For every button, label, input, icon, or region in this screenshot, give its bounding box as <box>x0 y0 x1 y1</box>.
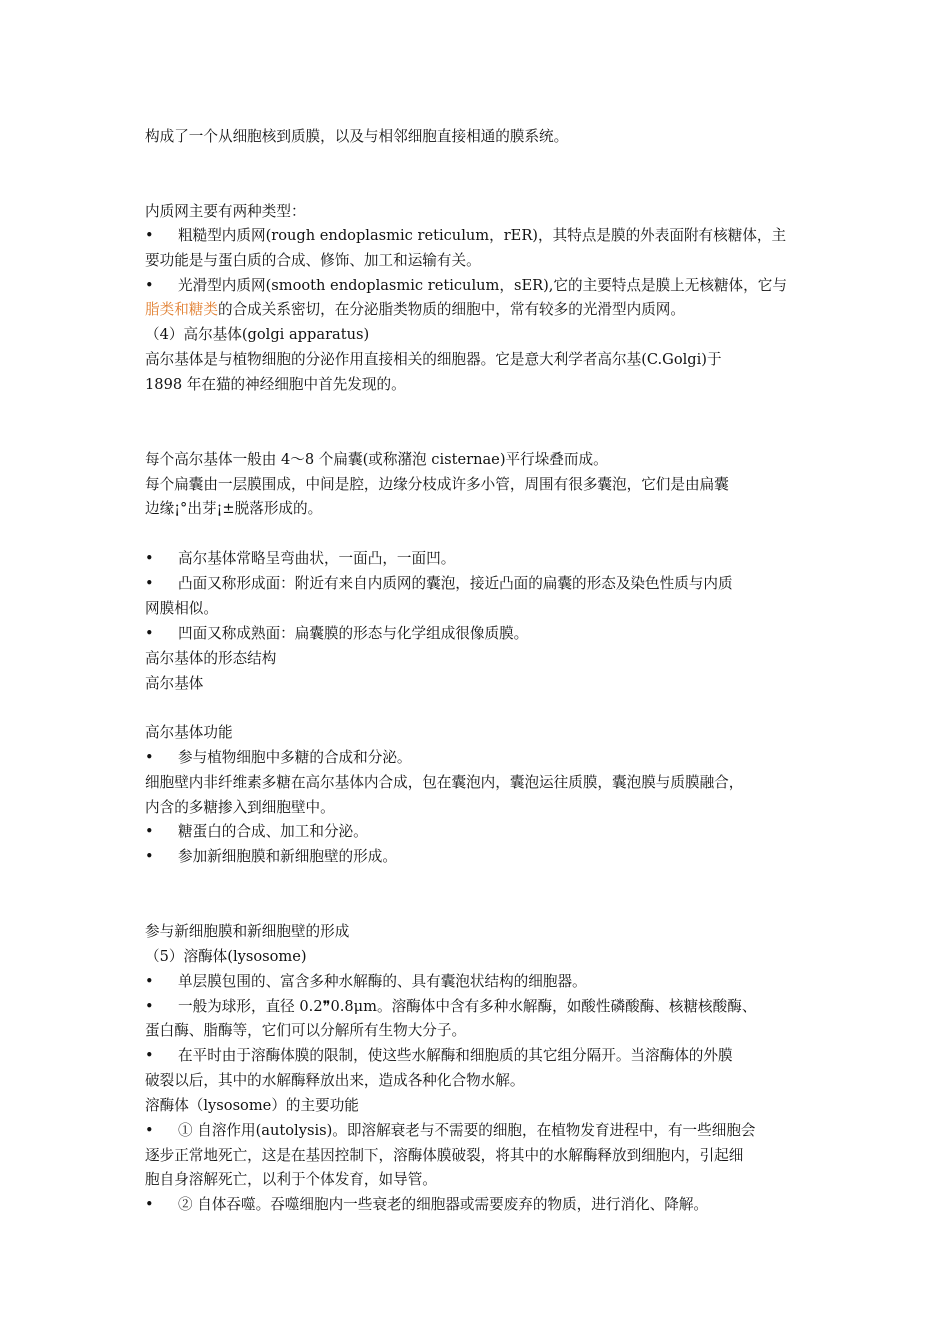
paragraph-line: 每个扁囊由一层膜围成，中间是腔，边缘分枝成许多小管，周围有很多囊泡，它们是由扁囊 <box>145 476 729 493</box>
bullet-marker: • <box>145 1047 154 1064</box>
bullet-item-text: ① 自溶作用(autolysis)。即溶解衰老与不需要的细胞，在植物发育进程中，有一些细胞会 <box>178 1122 756 1139</box>
section-heading: 高尔基体功能 <box>145 724 233 741</box>
bullet-marker: • <box>145 575 154 592</box>
paragraph-line: 内含的多糖掺入到细胞壁中。 <box>145 799 335 816</box>
bullet-marker: • <box>145 550 154 567</box>
bullet-item-text: 凸面又称形成面：附近有来自内质网的囊泡，接近凸面的扁囊的形态及染色性质与内质 <box>178 575 733 592</box>
bullet-marker: • <box>145 973 154 990</box>
paragraph-line: 内质网主要有两种类型： <box>145 203 306 220</box>
bullet-item-text: 凹面又称成熟面：扁囊膜的形态与化学组成很像质膜。 <box>178 625 529 642</box>
bullet-marker: • <box>145 227 154 244</box>
paragraph-line: 构成了一个从细胞核到质膜，以及与相邻细胞直接相通的膜系统。 <box>145 128 569 145</box>
bullet-item-text: ② 自体吞噬。吞噬细胞内一些衰老的细胞器或需要废弃的物质，进行消化、降解。 <box>178 1196 709 1213</box>
bullet-item-text: 高尔基体常略呈弯曲状，一面凸，一面凹。 <box>178 550 456 567</box>
paragraph-line: 细胞壁内非纤维素多糖在高尔基体内合成，包在囊泡内，囊泡运往质膜，囊泡膜与质膜融合， <box>145 774 744 791</box>
paragraph-text: 的合成关系密切，在分泌脂类物质的细胞中，常有较多的光滑型内质网。 <box>217 301 685 318</box>
paragraph-line: 胞自身溶解死亡，以利于个体发育，如导管。 <box>145 1171 437 1188</box>
paragraph-line: 高尔基体 <box>145 675 204 692</box>
paragraph-line: 1898 年在猫的神经细胞中首先发现的。 <box>145 376 406 393</box>
bullet-marker: • <box>145 998 154 1015</box>
paragraph-line: 逐步正常地死亡，这是在基因控制下，溶酶体膜破裂，将其中的水解酶释放到细胞内，引起细 <box>145 1147 744 1164</box>
bullet-item-text: 在平时由于溶酶体膜的限制，使这些水解酶和细胞质的其它组分隔开。当溶酶体的外膜 <box>178 1047 733 1064</box>
bullet-marker: • <box>145 823 154 840</box>
bullet-item-text: 糖蛋白的合成、加工和分泌。 <box>178 823 368 840</box>
paragraph-line: 边缘¡°出芽¡±脱落形成的。 <box>145 500 323 517</box>
bullet-item-text: 光滑型内质网(smooth endoplasmic reticulum，sER),它的主要特点是膜上无核糖体，它与 <box>178 277 787 294</box>
bullet-item-text: 单层膜包围的、富含多种水解酶的、具有囊泡状结构的细胞器。 <box>178 973 587 990</box>
section-heading: （4）高尔基体(golgi apparatus) <box>145 326 370 343</box>
paragraph-line: 每个高尔基体一般由 4～8 个扁囊(或称潴泡 cisternae)平行垛叠而成。 <box>145 451 608 468</box>
bullet-item-text: 参加新细胞膜和新细胞壁的形成。 <box>178 848 397 865</box>
bullet-marker: • <box>145 1196 154 1213</box>
paragraph-line: 参与新细胞膜和新细胞壁的形成 <box>145 923 350 940</box>
bullet-item-text: 粗糙型内质网(rough endoplasmic reticulum，rER)，其特点是膜的外表面附有核糖体，主 <box>178 227 787 244</box>
section-heading: 溶酶体（lysosome）的主要功能 <box>145 1097 359 1114</box>
paragraph-line: 要功能是与蛋白质的合成、修饰、加工和运输有关。 <box>145 252 481 269</box>
bullet-marker: • <box>145 277 154 294</box>
bullet-marker: • <box>145 625 154 642</box>
highlighted-text: 脂类和糖类 <box>145 301 218 318</box>
bullet-marker: • <box>145 848 154 865</box>
paragraph-line: 蛋白酶、脂酶等，它们可以分解所有生物大分子。 <box>145 1022 467 1039</box>
bullet-item-text: 一般为球形，直径 0.2❞0.8μm。溶酶体中含有多种水解酶，如酸性磷酸酶、核糖核酸酶、 <box>178 998 757 1015</box>
bullet-marker: • <box>145 1122 154 1139</box>
paragraph-line <box>145 300 685 320</box>
section-heading: （5）溶酶体(lysosome) <box>145 948 307 965</box>
paragraph-line: 高尔基体的形态结构 <box>145 650 277 667</box>
paragraph-line: 破裂以后，其中的水解酶释放出来，造成各种化合物水解。 <box>145 1072 525 1089</box>
paragraph-line: 高尔基体是与植物细胞的分泌作用直接相关的细胞器。它是意大利学者高尔基(C.Golgi)于 <box>145 351 722 368</box>
bullet-marker: • <box>145 749 154 766</box>
paragraph-line: 网膜相似。 <box>145 600 218 617</box>
bullet-item-text: 参与植物细胞中多糖的合成和分泌。 <box>178 749 412 766</box>
